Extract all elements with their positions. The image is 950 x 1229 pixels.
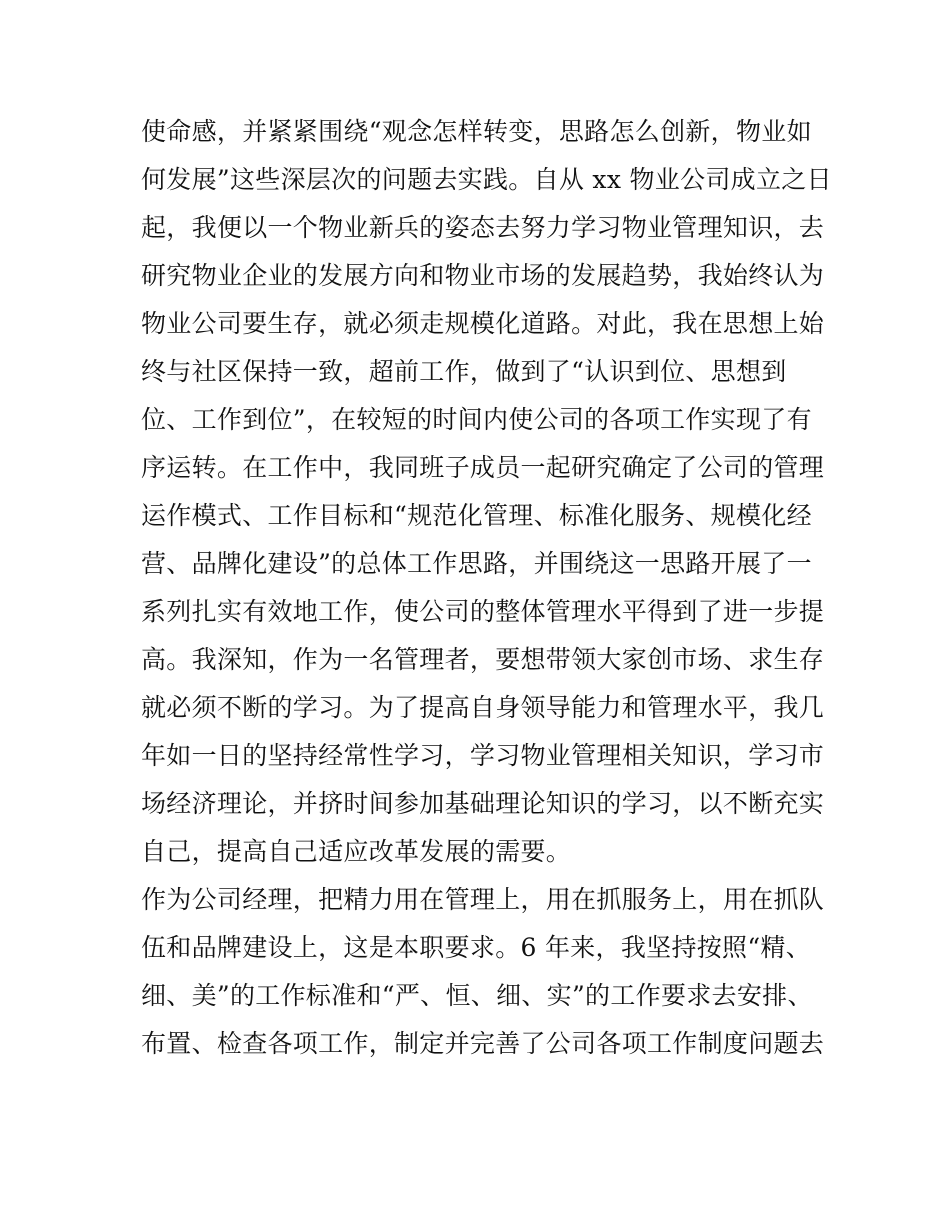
text-line: 布置、检查各项工作，制定并完善了公司各项工作制度问题去 — [141, 1029, 825, 1058]
document-body — [141, 108, 831, 1068]
text-line: 运作模式、工作目标和“规范化管理、标准化服务、规模化经 — [141, 501, 812, 530]
text-line: 场经济理论，并挤时间参加基础理论知识的学习，以不断充实 — [141, 789, 825, 818]
text-line: 细、美”的工作标准和“严、恒、细、实”的工作要求去安排、 — [141, 981, 813, 1010]
text-line: 高。我深知，作为一名管理者，要想带领大家创市场、求生存 — [141, 645, 825, 674]
text-line: 位、工作到位”，在较短的时间内使公司的各项工作实现了有 — [141, 405, 812, 434]
text-line: 营、品牌化建设”的总体工作思路，并围绕这一思路开展了一 — [141, 549, 812, 578]
text-line: 自己，提高自己适应改革发展的需要。 — [141, 837, 572, 866]
text-line: 伍和品牌建设上，这是本职要求。6 年来，我坚持按照“精、 — [141, 933, 812, 962]
text-line: 就必须不断的学习。为了提高自身领导能力和管理水平，我几 — [141, 693, 825, 722]
text-line: 使命感，并紧紧围绕“观念怎样转变，思路怎么创新，物业如 — [141, 117, 812, 146]
text-line: 终与社区保持一致，超前工作，做到了“认识到位、思想到 — [141, 357, 787, 386]
text-line: 研究物业企业的发展方向和物业市场的发展趋势，我始终认为 — [141, 261, 825, 290]
text-line: 系列扎实有效地工作，使公司的整体管理水平得到了进一步提 — [141, 597, 825, 626]
text-line: 物业公司要生存，就必须走规模化道路。对此，我在思想上始 — [141, 309, 825, 338]
text-line: 起，我便以一个物业新兵的姿态去努力学习物业管理知识，去 — [141, 213, 825, 242]
text-line: 何发展”这些深层次的问题去实践。自从 xx 物业公司成立之日 — [141, 165, 832, 194]
text-line: 年如一日的坚持经常性学习，学习物业管理相关知识，学习市 — [141, 741, 825, 770]
text-line: 序运转。在工作中，我同班子成员一起研究确定了公司的管理 — [141, 453, 825, 482]
text-line: 作为公司经理，把精力用在管理上，用在抓服务上，用在抓队 — [141, 885, 825, 914]
